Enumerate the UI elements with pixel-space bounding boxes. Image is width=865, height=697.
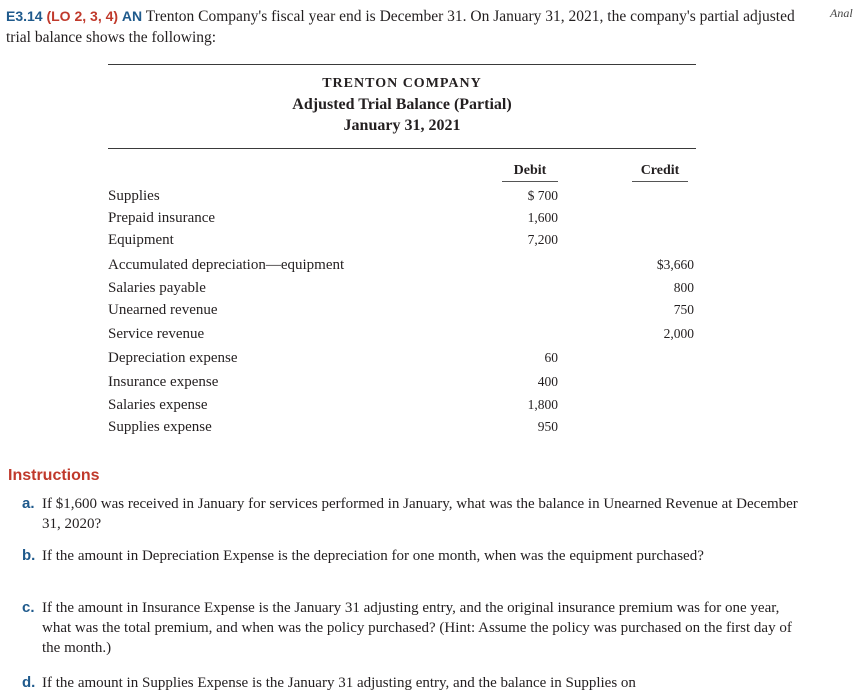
table-row: [108, 419, 696, 439]
instruction-item-a: [22, 494, 802, 534]
account-name: Supplies expense: [108, 419, 212, 435]
debit-amount: 7,200: [527, 232, 558, 247]
statement-title: Adjusted Trial Balance (Partial): [292, 96, 512, 113]
instruction-item-d: [22, 673, 802, 693]
credit-amount: 2,000: [663, 326, 694, 341]
exercise-intro-text: Trenton Company's fiscal year end is December 31. On January 31, 2021, the company's partial adjusted trial balance shows the following:: [6, 8, 795, 46]
table-row: [108, 210, 696, 230]
debit-column-header: Debit: [513, 163, 547, 178]
table-row: [108, 280, 696, 300]
learning-objectives: (LO 2, 3, 4): [46, 8, 119, 24]
top-rule: [108, 64, 696, 65]
statement-date: January 31, 2021: [343, 117, 461, 134]
account-name: Salaries expense: [108, 397, 208, 413]
instruction-text: If the amount in Insurance Expense is the January 31 adjusting entry, and the original insurance premium was for one year, what was the total premium, and when was the policy purchased? (Hint: Assume the policy was purchased on the first day of the month.): [42, 600, 792, 656]
account-name: Accumulated depreciation—equipment: [108, 257, 345, 273]
instruction-text: If $1,600 was received in January for services performed in January, what was the balance in Unearned Revenue at December 31, 2020?: [42, 496, 798, 532]
exercise-number: E3.14: [6, 8, 43, 24]
instruction-label: c.: [22, 599, 35, 616]
debit-amount: $ 700: [527, 188, 558, 203]
debit-amount: 400: [537, 374, 558, 389]
debit-header-underline: [502, 181, 558, 182]
instruction-label: d.: [22, 674, 36, 691]
debit-amount: 1,800: [527, 397, 558, 412]
table-row: [108, 350, 696, 370]
table-row: [108, 188, 696, 208]
table-row: [108, 326, 696, 346]
account-name: Equipment: [108, 232, 174, 248]
account-name: Supplies: [108, 188, 160, 204]
credit-column-header: Credit: [640, 163, 680, 178]
instruction-text: If the amount in Depreciation Expense is the depreciation for one month, when was the equipment purchased?: [42, 548, 704, 564]
exercise-intro: [6, 6, 796, 48]
account-name: Unearned revenue: [108, 302, 218, 318]
credit-header-underline: [632, 181, 688, 182]
debit-amount: 1,600: [527, 210, 558, 225]
instruction-label: a.: [22, 495, 35, 512]
instruction-label: b.: [22, 547, 36, 564]
table-row: [108, 257, 696, 277]
company-name: TRENTON COMPANY: [322, 76, 482, 91]
instruction-text: If the amount in Supplies Expense is the January 31 adjusting entry, and the balance in Supplies on: [42, 675, 636, 691]
credit-amount: 800: [673, 280, 694, 295]
table-row: [108, 302, 696, 322]
exercise-type: AN: [121, 8, 143, 24]
debit-amount: 60: [544, 350, 558, 365]
table-row: [108, 232, 696, 252]
account-name: Prepaid insurance: [108, 210, 216, 226]
side-tab: Anal: [830, 6, 853, 20]
table-row: [108, 374, 696, 394]
account-name: Depreciation expense: [108, 350, 238, 366]
header-rule: [108, 148, 696, 149]
account-name: Salaries payable: [108, 280, 206, 296]
debit-amount: 950: [537, 419, 558, 434]
credit-amount: 750: [673, 302, 694, 317]
account-name: Service revenue: [108, 326, 205, 342]
instruction-item-c: [22, 598, 802, 658]
instruction-item-b: [22, 546, 802, 566]
account-name: Insurance expense: [108, 374, 219, 390]
instructions-heading: Instructions: [8, 467, 100, 484]
credit-amount: $3,660: [656, 257, 694, 272]
table-row: [108, 397, 696, 417]
